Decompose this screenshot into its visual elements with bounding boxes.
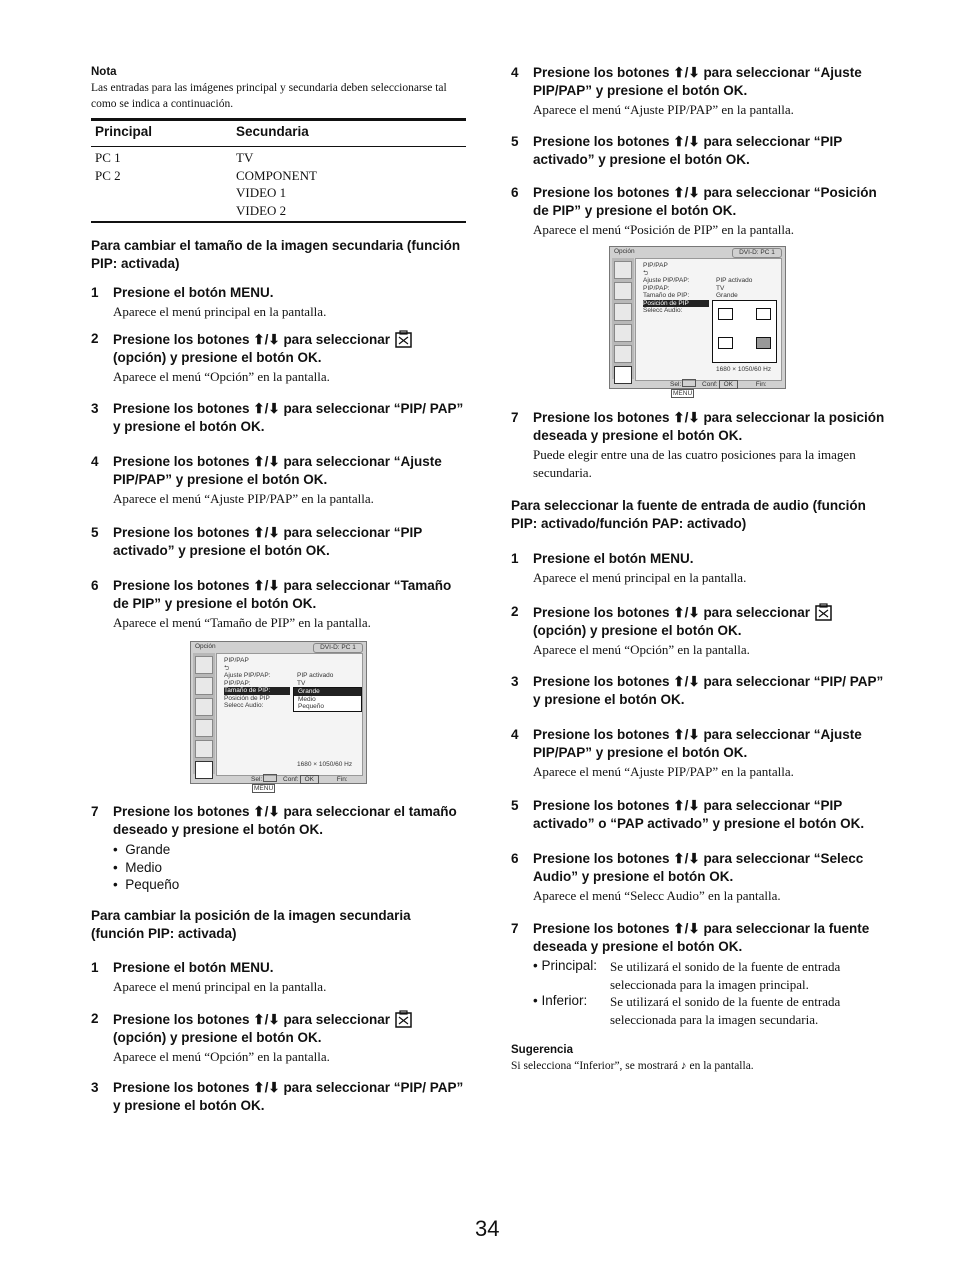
step-desc: Aparece el menú “Opción” en la pantalla. bbox=[533, 642, 750, 657]
osd-back-icon: ⮌ bbox=[643, 270, 649, 277]
audio-options-list bbox=[533, 958, 891, 1028]
up-down-arrows-icon: ⬆/⬇ bbox=[253, 332, 280, 347]
step-number: 3 bbox=[91, 401, 99, 416]
up-down-arrows-icon: ⬆/⬇ bbox=[673, 727, 700, 742]
up-down-arrows-icon: ⬆/⬇ bbox=[673, 605, 700, 620]
up-down-arrows-icon: ⬆/⬇ bbox=[253, 525, 280, 540]
step-title: Presione el botón MENU. bbox=[113, 285, 274, 300]
step bbox=[91, 959, 467, 996]
step-number: 6 bbox=[91, 578, 99, 593]
step bbox=[511, 726, 891, 781]
osd-color-icon bbox=[614, 282, 632, 300]
up-down-arrows-icon: ⬆/⬇ bbox=[253, 1012, 280, 1027]
osd-resolution: 1680 × 1050/60 Hz bbox=[716, 366, 772, 373]
option-text: Se utilizará el sonido de la fuente de entrada seleccionada para la imagen principal. bbox=[610, 959, 841, 992]
table-header-principal: Principal bbox=[95, 124, 153, 139]
step bbox=[91, 577, 467, 632]
osd-footer: Sel: Conf: OK Fin:MENU bbox=[251, 776, 348, 792]
step-title: Presione los botones ⬆/⬇ para seleccionar “PIP activado” y presione el botón OK. bbox=[533, 134, 843, 167]
step bbox=[91, 284, 467, 321]
osd-option-icon bbox=[195, 761, 213, 779]
step-desc: Aparece el menú “Ajuste PIP/PAP” en la pantalla. bbox=[113, 491, 374, 506]
step-desc: Aparece el menú “Tamaño de PIP” en la pantalla. bbox=[113, 615, 371, 630]
step bbox=[511, 550, 891, 587]
step bbox=[511, 673, 891, 709]
step-title: Presione los botones ⬆/⬇ para seleccionar “Ajuste PIP/PAP” y presione el botón OK. bbox=[533, 65, 862, 98]
step-number: 4 bbox=[511, 65, 519, 80]
step-desc: Aparece el menú “Opción” en la pantalla. bbox=[113, 369, 330, 384]
table-cell: COMPONENT bbox=[236, 167, 317, 183]
step bbox=[91, 453, 467, 508]
step-title: Presione los botones ⬆/⬇ para seleccionar “PIP/ PAP” y presione el botón OK. bbox=[113, 401, 464, 434]
table-col-principal bbox=[95, 149, 121, 184]
step-title: Presione los botones ⬆/⬇ para seleccionar “Ajuste PIP/PAP” y presione el botón OK. bbox=[533, 727, 862, 760]
step-title: Presione los botones ⬆/⬇ para seleccionar “Tamaño de PIP” y presione el botón OK. bbox=[113, 578, 452, 611]
osd-arrows-icon bbox=[682, 379, 696, 387]
osd-input: DVI-D: PC 1 bbox=[732, 248, 782, 258]
osd-input-icon bbox=[195, 740, 213, 758]
step-number: 4 bbox=[91, 454, 99, 469]
up-down-arrows-icon: ⬆/⬇ bbox=[673, 674, 700, 689]
osd-rows: Ajuste PIP/PAP: PIP/PAP: Tamaño de PIP: Posición de PIP Selecc Audio: bbox=[643, 277, 709, 315]
step-number: 6 bbox=[511, 851, 519, 866]
up-down-arrows-icon: ⬆/⬇ bbox=[253, 1080, 280, 1095]
osd-position-grid bbox=[712, 300, 777, 363]
option-toolbox-icon bbox=[814, 603, 834, 622]
input-table bbox=[91, 118, 466, 223]
list-item: • Pequeño bbox=[113, 877, 180, 892]
position-top-left bbox=[718, 308, 733, 320]
osd-screen-icon bbox=[614, 303, 632, 321]
step-title: Presione los botones ⬆/⬇ para seleccionar “PIP activado” o “PAP activado” y presione el botón OK. bbox=[533, 798, 865, 831]
step-title: Presione el botón MENU. bbox=[113, 960, 274, 975]
step bbox=[91, 400, 467, 436]
position-bottom-left bbox=[718, 337, 733, 349]
section-heading-pip-position: Para cambiar la posición de la imagen secundaria (función PIP: activada) bbox=[91, 908, 411, 941]
step-number: 2 bbox=[91, 331, 99, 346]
step-number: 7 bbox=[511, 921, 519, 936]
step-number: 6 bbox=[511, 185, 519, 200]
up-down-arrows-icon: ⬆/⬇ bbox=[673, 921, 700, 936]
table-cell: VIDEO 1 bbox=[236, 185, 287, 200]
option-label: • Principal: bbox=[533, 958, 597, 973]
up-down-arrows-icon: ⬆/⬇ bbox=[253, 401, 280, 416]
up-down-arrows-icon: ⬆/⬇ bbox=[673, 851, 700, 866]
step-title: Presione los botones ⬆/⬇ para seleccionar “Posición de PIP” y presione el botón OK. bbox=[533, 185, 877, 218]
table-cell: TV bbox=[236, 150, 254, 165]
osd-picture-icon bbox=[195, 656, 213, 674]
osd-back-icon: ⮌ bbox=[224, 665, 230, 672]
step-desc: Aparece el menú principal en la pantalla. bbox=[113, 304, 327, 319]
step-number: 2 bbox=[511, 604, 519, 619]
step bbox=[91, 330, 467, 386]
up-down-arrows-icon: ⬆/⬇ bbox=[673, 185, 700, 200]
step-desc: Aparece el menú principal en la pantalla. bbox=[113, 979, 327, 994]
osd-menu-pip-position bbox=[609, 246, 786, 397]
osd-icon-bar bbox=[193, 653, 215, 774]
osd-title: Opción bbox=[195, 643, 216, 650]
step-title: Presione el botón MENU. bbox=[533, 551, 694, 566]
table-cell: PC 1 bbox=[95, 150, 121, 165]
step-number: 3 bbox=[511, 674, 519, 689]
up-down-arrows-icon: ⬆/⬇ bbox=[253, 578, 280, 593]
osd-arrows-icon bbox=[263, 774, 277, 782]
osd-color-icon bbox=[195, 677, 213, 695]
up-down-arrows-icon: ⬆/⬇ bbox=[673, 798, 700, 813]
position-top-right bbox=[756, 308, 771, 320]
table-cell: PC 2 bbox=[95, 167, 121, 183]
option-toolbox-icon bbox=[394, 1010, 414, 1029]
up-down-arrows-icon: ⬆/⬇ bbox=[253, 804, 280, 819]
step bbox=[511, 184, 891, 239]
step bbox=[91, 1079, 467, 1115]
step-desc: Aparece el menú “Selecc Audio” en la pantalla. bbox=[533, 888, 781, 903]
step-title: Presione los botones ⬆/⬇ para seleccionar “PIP/ PAP” y presione el botón OK. bbox=[533, 674, 884, 707]
step-desc: Aparece el menú “Posición de PIP” en la pantalla. bbox=[533, 222, 794, 237]
step bbox=[91, 803, 467, 894]
step bbox=[511, 920, 891, 1028]
step bbox=[511, 850, 891, 905]
step-title: Presione los botones ⬆/⬇ para seleccionar “Ajuste PIP/PAP” y presione el botón OK. bbox=[113, 454, 442, 487]
step-title: Presione los botones ⬆/⬇ para seleccionar la fuente deseada y presione el botón OK. bbox=[533, 921, 870, 954]
option-text: Se utilizará el sonido de la fuente de entrada seleccionada para la imagen secundaria. bbox=[610, 994, 841, 1027]
osd-title: Opción bbox=[614, 248, 635, 255]
osd-values: PIP activado TV bbox=[297, 672, 334, 687]
step-title: Presione los botones ⬆/⬇ para seleccionar “Selecc Audio” y presione el botón OK. bbox=[533, 851, 864, 884]
osd-input: DVI-D: PC 1 bbox=[313, 643, 363, 653]
note-text: Las entradas para las imágenes principal y secundaria deben seleccionarse tal como se indica a continuación. bbox=[91, 82, 447, 110]
step bbox=[511, 409, 891, 481]
osd-rows: Ajuste PIP/PAP: PIP/PAP: Tamaño de PIP: Posición de PIP Selecc Audio: bbox=[224, 672, 290, 710]
osd-resolution: 1680 × 1050/60 Hz bbox=[297, 761, 353, 768]
osd-footer: Sel: Conf: OK Fin:MENU bbox=[670, 381, 767, 397]
osd-setup-icon bbox=[614, 324, 632, 342]
size-options-list bbox=[113, 841, 467, 894]
step bbox=[511, 64, 891, 119]
list-item: • Medio bbox=[113, 859, 163, 875]
step-title: Presione los botones ⬆/⬇ para seleccionar “PIP activado” y presione el botón OK. bbox=[113, 525, 423, 558]
step-desc: Aparece el menú “Ajuste PIP/PAP” en la pantalla. bbox=[533, 102, 794, 117]
step bbox=[91, 1010, 467, 1066]
osd-setup-icon bbox=[195, 719, 213, 737]
step-number: 5 bbox=[91, 525, 99, 540]
table-col-secundaria bbox=[236, 149, 317, 219]
step-title: Presione los botones ⬆/⬇ para seleccionar la posición deseada y presione el botón OK. bbox=[533, 410, 885, 443]
osd-size-dropdown: Grande Medio Pequeño bbox=[293, 687, 362, 712]
osd-input-icon bbox=[614, 345, 632, 363]
step-title: Presione los botones ⬆/⬇ para seleccionar (opción) y presione el botón OK. bbox=[113, 330, 467, 367]
step-desc: Puede elegir entre una de las cuatro posiciones para la imagen secundaria. bbox=[533, 447, 856, 480]
osd-menu-title: PIP/PAP bbox=[643, 262, 668, 269]
osd-icon-bar bbox=[612, 258, 634, 379]
music-note-icon: ♪ bbox=[680, 1060, 687, 1072]
step-desc: Aparece el menú principal en la pantalla. bbox=[533, 570, 747, 585]
position-bottom-right bbox=[756, 337, 771, 349]
osd-panel bbox=[635, 258, 782, 381]
step-title: Presione los botones ⬆/⬇ para seleccionar el tamaño deseado y presione el botón OK. bbox=[113, 804, 457, 837]
osd-values: PIP activado TV Grande bbox=[716, 277, 753, 299]
step bbox=[511, 797, 891, 833]
step-title: Presione los botones ⬆/⬇ para seleccionar (opción) y presione el botón OK. bbox=[533, 603, 891, 640]
list-item: • Grande bbox=[113, 842, 171, 857]
section-heading-audio-source: Para seleccionar la fuente de entrada de audio (función PIP: activado/función PAP: activado) bbox=[511, 498, 866, 531]
step bbox=[511, 603, 891, 659]
osd-option-icon bbox=[614, 366, 632, 384]
note-heading: Nota bbox=[91, 66, 117, 78]
step-number: 1 bbox=[91, 960, 99, 975]
up-down-arrows-icon: ⬆/⬇ bbox=[673, 65, 700, 80]
table-header-secundaria: Secundaria bbox=[236, 124, 309, 139]
option-label: • Inferior: bbox=[533, 993, 588, 1008]
step-number: 4 bbox=[511, 727, 519, 742]
osd-menu-title: PIP/PAP bbox=[224, 657, 249, 664]
step bbox=[91, 524, 467, 560]
osd-menu-pip-size bbox=[190, 641, 367, 792]
step-number: 3 bbox=[91, 1080, 99, 1095]
step-title: Presione los botones ⬆/⬇ para seleccionar “PIP/ PAP” y presione el botón OK. bbox=[113, 1080, 464, 1113]
step-number: 1 bbox=[511, 551, 519, 566]
step-desc: Aparece el menú “Ajuste PIP/PAP” en la pantalla. bbox=[533, 764, 794, 779]
step-title: Presione los botones ⬆/⬇ para seleccionar (opción) y presione el botón OK. bbox=[113, 1010, 467, 1047]
step-number: 2 bbox=[91, 1011, 99, 1026]
step-number: 7 bbox=[511, 410, 519, 425]
step-desc: Aparece el menú “Opción” en la pantalla. bbox=[113, 1049, 330, 1064]
up-down-arrows-icon: ⬆/⬇ bbox=[253, 454, 280, 469]
osd-screen-icon bbox=[195, 698, 213, 716]
tip-text: Si selecciona “Inferior”, se mostrará ♪ en la pantalla. bbox=[511, 1060, 754, 1072]
up-down-arrows-icon: ⬆/⬇ bbox=[673, 410, 700, 425]
step-number: 1 bbox=[91, 285, 99, 300]
section-heading-pip-size: Para cambiar el tamaño de la imagen secundaria (función PIP: activada) bbox=[91, 238, 461, 271]
step-number: 7 bbox=[91, 804, 99, 819]
step-number: 5 bbox=[511, 798, 519, 813]
osd-picture-icon bbox=[614, 261, 632, 279]
tip-heading: Sugerencia bbox=[511, 1044, 573, 1056]
option-toolbox-icon bbox=[394, 330, 414, 349]
page-number: 34 bbox=[475, 1216, 500, 1241]
table-cell: VIDEO 2 bbox=[236, 202, 287, 218]
step bbox=[511, 133, 891, 169]
up-down-arrows-icon: ⬆/⬇ bbox=[673, 134, 700, 149]
step-number: 5 bbox=[511, 134, 519, 149]
osd-panel bbox=[216, 653, 363, 776]
